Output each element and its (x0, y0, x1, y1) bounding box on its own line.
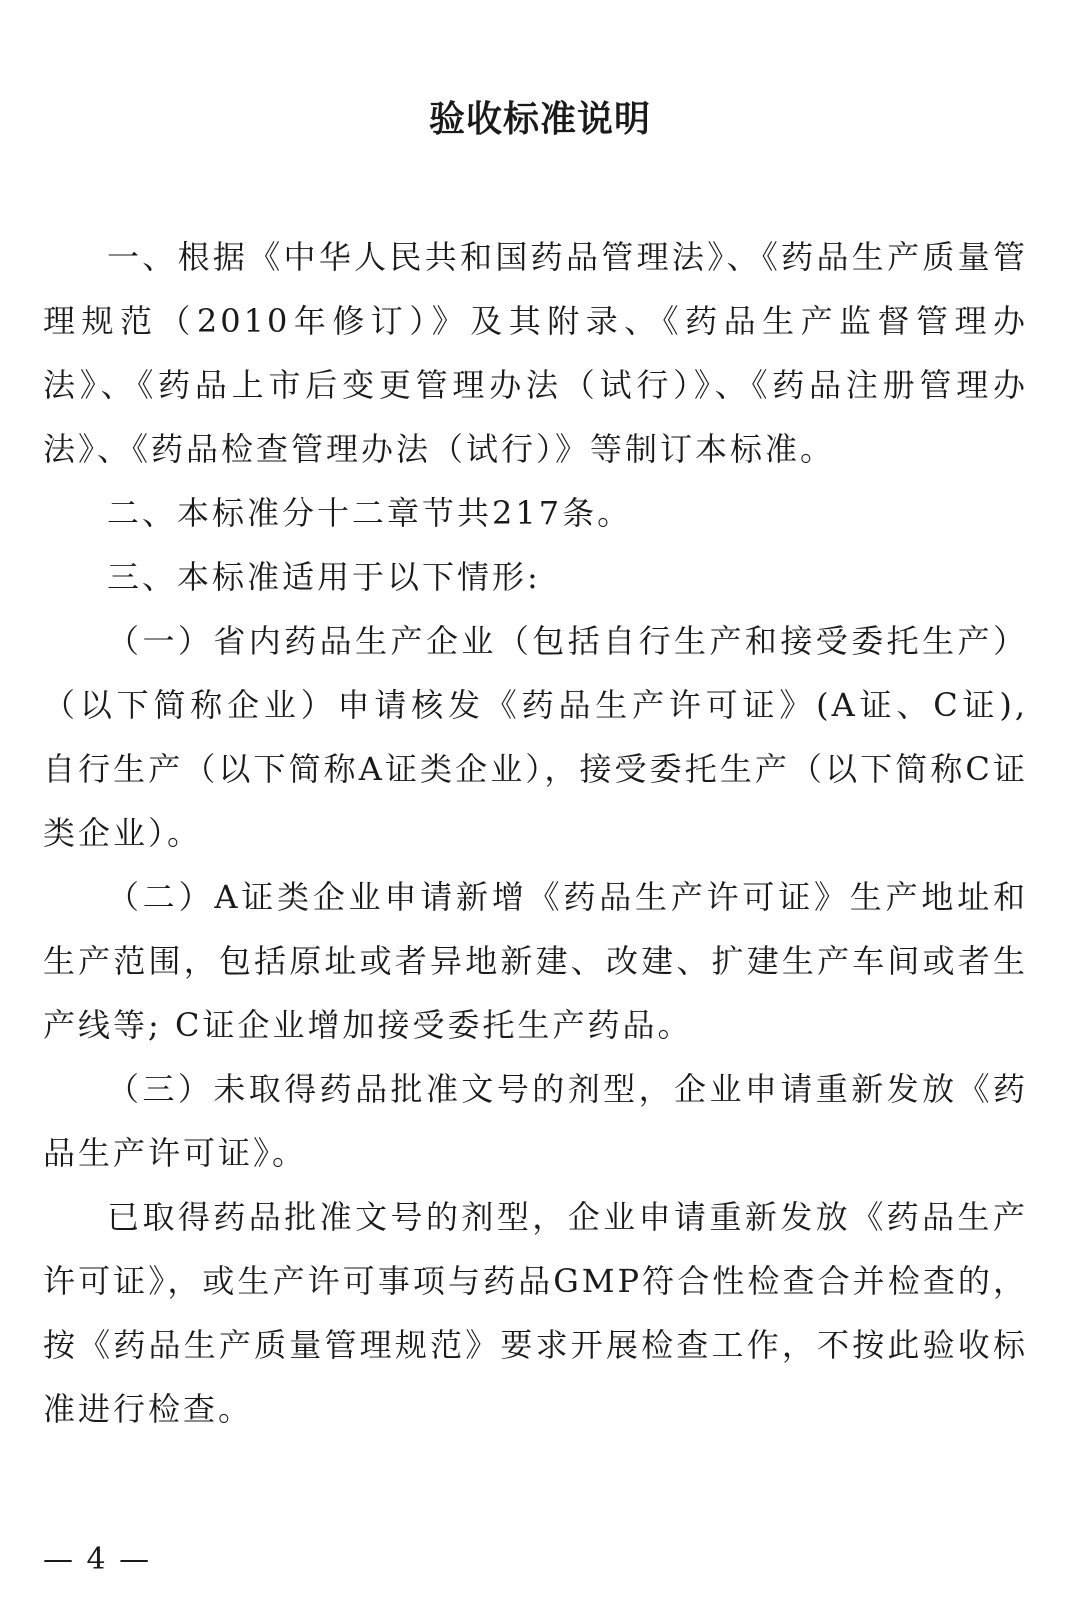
paragraph-2: 二、本标准分十二章节共217条。 (107, 494, 633, 532)
paragraph-4: （一）省内药品生产企业（包括自行生产和接受委托生产）（以下简称企业）申请核发《药品生产许可证》(A证、C证), 自行生产（以下简称A证类企业），接受委托生产（以下简称C证类企业）。 (43, 622, 1028, 852)
paragraph-3: 三、本标准适用于以下情形: (107, 558, 541, 596)
document-body (43, 225, 1028, 1441)
paragraph-6: （三）未取得药品批准文号的剂型，企业申请重新发放《药品生产许可证》。 (43, 1070, 1028, 1172)
page-number: — 4 — (43, 1542, 152, 1577)
paragraph-1: 一、根据《中华人民共和国药品管理法》、《药品生产质量管理规范（2010年修订）》及其附录、《药品生产监督管理办法》、《药品上市后变更管理办法（试行）》、《药品注册管理办法》、《药品检查管理办法（试行）》等制订本标准。 (43, 238, 1028, 468)
paragraph-5: （二）A证类企业申请新增《药品生产许可证》生产地址和生产范围，包括原址或者异地新建、改建、扩建生产车间或者生产线等; C证企业增加接受委托生产药品。 (43, 878, 1028, 1044)
document-title: 验收标准说明 (428, 99, 651, 140)
paragraph-7: 已取得药品批准文号的剂型，企业申请重新发放《药品生产许可证》，或生产许可事项与药品GMP符合性检查合并检查的，按《药品生产质量管理规范》要求开展检查工作，不按此验收标准进行检查。 (43, 1198, 1028, 1428)
